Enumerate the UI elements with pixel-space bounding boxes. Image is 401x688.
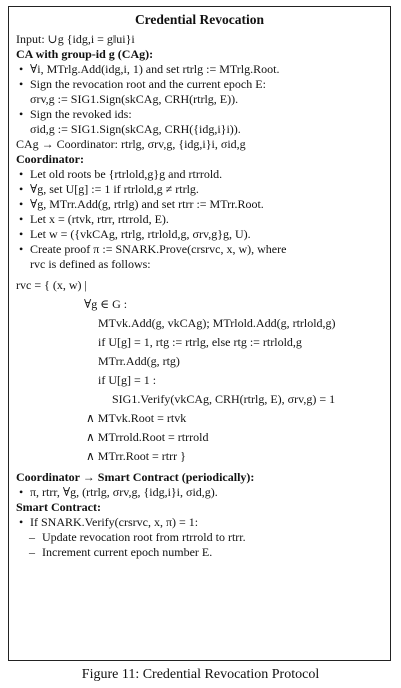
- coordinator-to-sc-header: Coordinator → Smart Contract (periodically):: [16, 470, 255, 484]
- protocol-box: [8, 6, 391, 661]
- rvc-if-update: if U[g] = 1 :: [98, 373, 157, 387]
- input-line: Input: ∪g {idg,i = g‖ui}i: [16, 32, 135, 46]
- rvc-forall: ∀g ∈ G :: [84, 297, 128, 311]
- ca-item-2: • Sign the revocation root and the current epoch E:: [16, 77, 383, 92]
- rvc-vk-root: ∧ MTvk.Root = rtvk: [86, 411, 187, 425]
- ca-item-1: • ∀i, MTrlg.Add(idg,i, 1) and set rtrlg := MTrlg.Root.: [16, 62, 383, 77]
- rvc-add-line: MTvk.Add(g, vkCAg); MTrlold.Add(g, rtrlold,g): [98, 316, 336, 330]
- ca-item-3-cont: σid,g := SIG1.Sign(skCAg, CRH({idg,i}i)).: [30, 122, 241, 136]
- figure-caption: Figure 11: Credential Revocation Protocol: [81, 667, 320, 682]
- coordinator-item-6-cont: rvc is defined as follows:: [30, 257, 151, 271]
- ca-header: CA with group-id g (CAg):: [16, 47, 154, 61]
- rvc-verify: SIG1.Verify(vkCAg, CRH(rtrlg, E), σrv,g) = 1: [112, 392, 336, 406]
- ca-item-3: • Sign the revoked ids:: [16, 107, 383, 122]
- coordinator-item-6: • Create proof π := SNARK.Prove(crsrvc, x, w), where: [16, 242, 383, 257]
- rvc-head: rvc = { (x, w) |: [16, 278, 87, 292]
- ca-item-2-cont: σrv,g := SIG1.Sign(skCAg, CRH(rtrlg, E)).: [30, 92, 239, 106]
- coordinator-item-2: • ∀g, set U[g] := 1 if rtrlold,g ≠ rtrlg.: [16, 182, 383, 197]
- rvc-old-root: ∧ MTrrold.Root = rtrrold: [86, 430, 209, 444]
- coordinator-header: Coordinator:: [16, 152, 84, 166]
- coordinator-item-5: • Let w = ({vkCAg, rtrlg, rtrlold,g, σrv,g}g, U).: [16, 227, 383, 242]
- smart-contract-header: Smart Contract:: [16, 500, 101, 514]
- coordinator-item-3: • ∀g, MTrr.Add(g, rtrlg) and set rtrr := MTrr.Root.: [16, 197, 383, 212]
- sc-item-1: • If SNARK.Verify(crsrvc, x, π) = 1:: [16, 515, 383, 530]
- sc-item-3: – Increment current epoch number E.: [16, 545, 383, 560]
- sc-item-2: – Update revocation root from rtrrold to rtrr.: [16, 530, 383, 545]
- rvc-rr-add: MTrr.Add(g, rtg): [98, 354, 180, 368]
- coordinator-item-1: • Let old roots be {rtrlold,g}g and rtrrold.: [16, 167, 383, 182]
- coordinator-to-sc-item: • π, rtrr, ∀g, (rtrlg, σrv,g, {idg,i}i, σid,g).: [16, 485, 383, 500]
- rvc-if-line: if U[g] = 1, rtg := rtrlg, else rtg := rtrlold,g: [98, 335, 302, 349]
- rvc-rr-root: ∧ MTrr.Root = rtrr }: [86, 449, 186, 463]
- ca-to-coordinator-message: CAg → Coordinator: rtrlg, σrv,g, {idg,i}i, σid,g: [16, 137, 246, 151]
- protocol-title: Credential Revocation: [134, 12, 265, 27]
- rvc-definition: [16, 276, 383, 466]
- coordinator-item-4: • Let x = (rtvk, rtrr, rtrrold, E).: [16, 212, 383, 227]
